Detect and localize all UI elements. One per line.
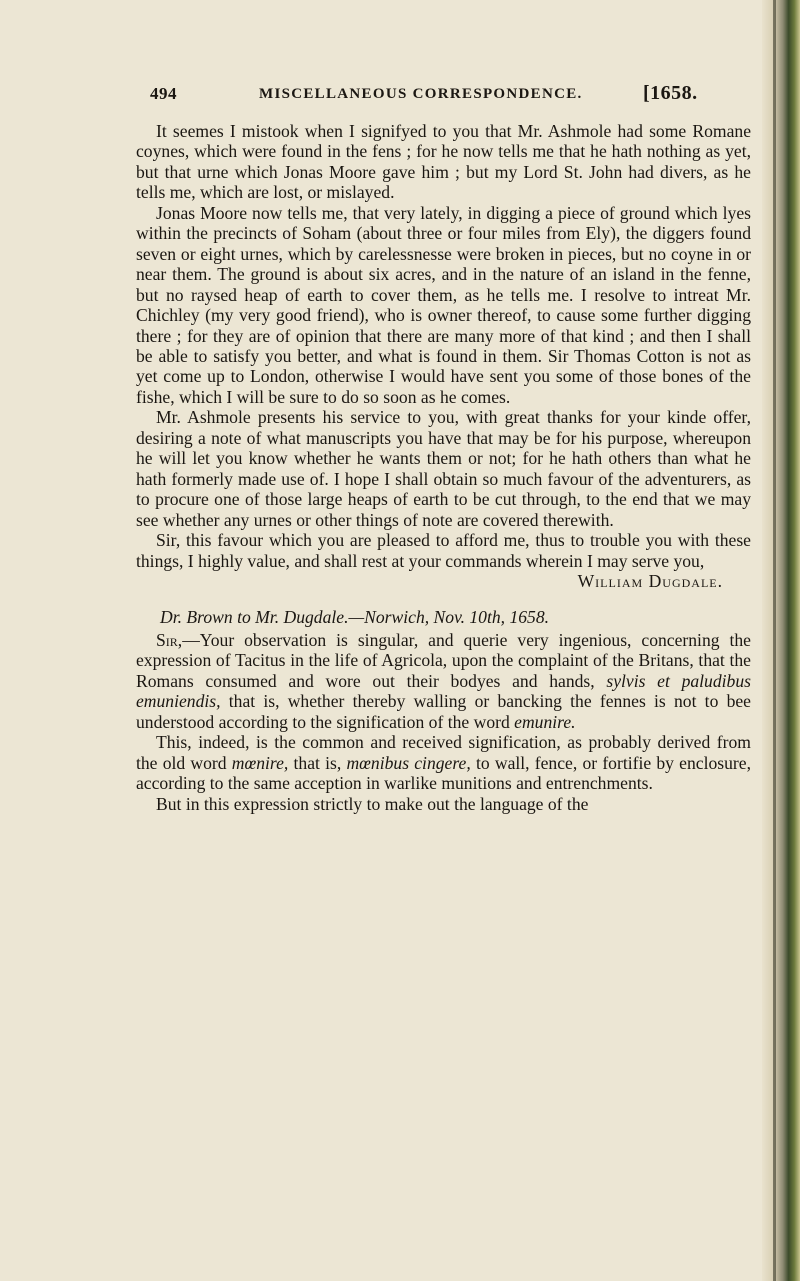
- paragraph: It seemes I mistook when I signifyed to you that Mr. Ashmole had some Romane coynes, which were found in the fens ; for he now tells me that he hath nothing as yet, but that urne which Jonas Moore gave him ; but my Lord St. John had divers, as he tells me, which are lost, or mislayed.: [136, 121, 751, 203]
- body-text: [136, 121, 751, 814]
- paragraph: But in this expression strictly to make out the language of the: [156, 793, 589, 814]
- text-run: that is, whether thereby walling or bancking the fennes is not to bee understood according to the signification of the word: [136, 691, 751, 732]
- running-head-title: MISCELLANEOUS CORRESPONDENCE.: [259, 86, 583, 102]
- paragraph: Sir, this favour which you are pleased to afford me, thus to trouble you with these things, I highly value, and shall rest at your commands wherein I may serve you,: [136, 530, 751, 571]
- salutation: Sir,: [156, 629, 183, 650]
- paragraph: [136, 732, 751, 793]
- text-run: This, indeed, is the common and received signification, as probably derived from the old word: [136, 732, 751, 773]
- page-edge: [762, 0, 800, 1281]
- paragraph: [136, 630, 751, 732]
- text-run: —Your observation is singular, and querie very ingenious, concerning the expression of Tacitus in the life of Agricola, upon the complaint of the Britans, that the Romans consumed and wore out their bodyes and hands,: [136, 629, 751, 691]
- latin-phrase: mœnibus cingere,: [346, 752, 471, 773]
- latin-word: emunire.: [514, 711, 576, 732]
- paragraph: Jonas Moore now tells me, that very lately, in digging a piece of ground which lyes within the precincts of Soham (about three or four miles from Ely), the diggers found seven or eight urnes, which by carelessnesse were broken in pieces, but no coyne in or near them. The ground is about six acres, and in the nature of an island in the fenne, but no raysed heap of earth to cover them, as he tells me. I resolve to intreat Mr. Chichley (my very good friend), who is owner thereof, to cause some further digging there ; for they are of opinion that there are many more of that kind ; and then I shall be able to satisfy you better, and what is found in them. Sir Thomas Cotton is not as yet come up to London, otherwise I would have sent you some of those bones of the fishe, which I will be sure to do so soon as he comes.: [136, 202, 751, 407]
- paragraph: Mr. Ashmole presents his service to you, with great thanks for your kinde offer, desiring a note of what manuscripts you have that may be for his purpose, whereupon he will let you know whether he wants them or not; for he hath others than what he hath formerly made use of. I hope I shall obtain so much favour of the adventurers, as to procure one of those large heaps of earth to be cut through, to the end that we may see whether any urnes or other things of note are covered therewith.: [136, 407, 751, 530]
- text-run: to wall, fence, or fortifie by enclosure, according to the same acception in warlike munitions and entrenchments.: [136, 752, 751, 794]
- page-edge-shadow: [773, 0, 776, 1281]
- page-number: 494: [150, 84, 177, 103]
- latin-word: mœnire,: [231, 752, 289, 773]
- running-head-year: [1658.: [643, 82, 698, 104]
- letter-heading: Dr. Brown to Mr. Dugdale.—Norwich, Nov. 10th, 1658.: [160, 607, 550, 628]
- text-run: that is,: [288, 752, 347, 773]
- signature: William Dugdale.: [577, 570, 723, 591]
- latin-phrase: sylvis et paludibus emuniendis,: [136, 670, 751, 712]
